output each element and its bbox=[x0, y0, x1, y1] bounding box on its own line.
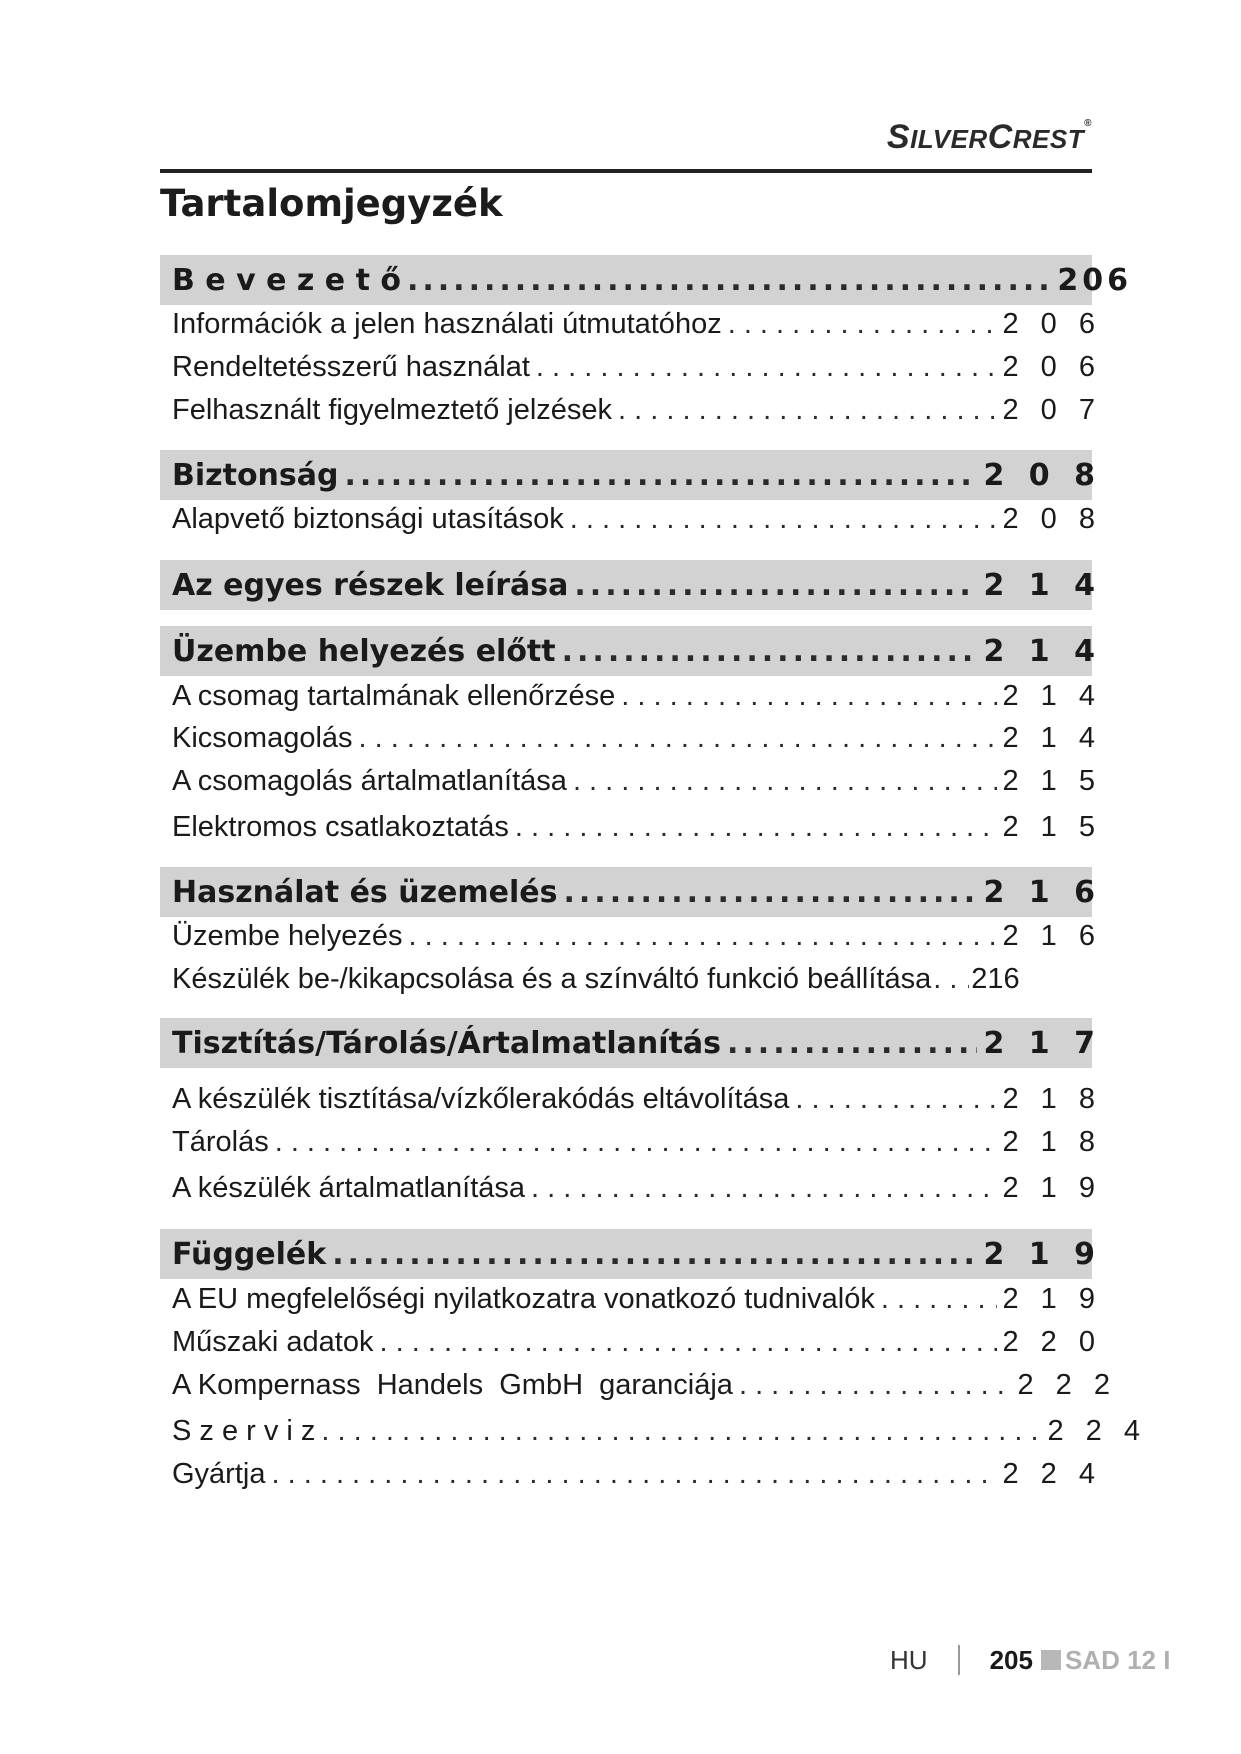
language-code: HU bbox=[890, 1644, 928, 1675]
toc-item[interactable]: Információk a jelen használati útmutatóhoz . . . 2 0 6 bbox=[172, 308, 1102, 348]
toc-item[interactable]: A csomagolás ártalmatlanítása . . . 2 1 5 bbox=[172, 765, 1102, 805]
toc-section-cleaning[interactable]: Tisztítás/Tárolás/Ártalmatlanítás ..... 2 1 7 bbox=[172, 1018, 1102, 1068]
page-number: 205 bbox=[989, 1644, 1033, 1675]
toc-item[interactable]: Műszaki adatok . . . 2 2 0 bbox=[172, 1326, 1102, 1366]
toc-item[interactable]: Üzembe helyezés . . . 2 1 6 bbox=[172, 920, 1102, 960]
toc-item[interactable]: Gyártja . . . 2 2 4 bbox=[172, 1458, 1102, 1498]
toc-item[interactable]: A EU megfelelőségi nyilatkozatra vonatkozó tudnivalók . . . 2 1 9 bbox=[172, 1283, 1102, 1323]
toc-item[interactable]: A készülék tisztítása/vízkőlerakódás eltávolítása . . . 2 1 8 bbox=[172, 1083, 1102, 1123]
square-marker-icon bbox=[1041, 1650, 1061, 1670]
toc-section-before-use[interactable]: Üzembe helyezés előtt ..... 2 1 4 bbox=[172, 626, 1102, 676]
toc-section-introduction[interactable]: B e v e z e t ő ..... 206 bbox=[172, 255, 1132, 305]
toc-item[interactable]: Rendeltetésszerű használat . . . 2 0 6 bbox=[172, 351, 1102, 391]
page-title: Tartalomjegyzék bbox=[160, 182, 503, 225]
toc-item[interactable]: Készülék be-/kikapcsolása és a színváltó funkció beállítása . . . 216 bbox=[172, 963, 1072, 1003]
toc-item[interactable]: A Kompernass Handels GmbH garanciája . . . 2 2 2 bbox=[172, 1369, 1117, 1409]
header-rule bbox=[160, 169, 1092, 173]
toc-section-appendix[interactable]: Függelék ..... 2 1 9 bbox=[172, 1229, 1102, 1279]
toc-section-operation[interactable]: Használat és üzemelés ..... 2 1 6 bbox=[172, 867, 1102, 917]
toc-item[interactable]: Tárolás . . . 2 1 8 bbox=[172, 1126, 1102, 1166]
page-footer bbox=[890, 1640, 1170, 1680]
toc-section-parts[interactable]: Az egyes részek leírása ..... 2 1 4 bbox=[172, 560, 1102, 610]
toc-item[interactable]: Elektromos csatlakoztatás . . . 2 1 5 bbox=[172, 811, 1102, 851]
toc-item[interactable]: A csomag tartalmának ellenőrzése . . . 2 1 4 bbox=[172, 680, 1102, 720]
toc-item[interactable]: Alapvető biztonsági utasítások . . . 2 0 8 bbox=[172, 503, 1102, 543]
footer-divider bbox=[958, 1645, 960, 1675]
silvercrest-logo: SILVERCREST® bbox=[886, 118, 1092, 156]
toc-section-safety[interactable]: Biztonság ..... 2 0 8 bbox=[172, 450, 1102, 500]
toc-item[interactable]: S z e r v i z . . . 2 2 4 bbox=[172, 1415, 1147, 1455]
toc-item[interactable]: Kicsomagolás . . . 2 1 4 bbox=[172, 722, 1102, 762]
toc-item[interactable]: Felhasznált figyelmeztető jelzések . . . 2 0 7 bbox=[172, 394, 1102, 434]
toc-item[interactable]: A készülék ártalmatlanítása . . . 2 1 9 bbox=[172, 1172, 1102, 1212]
model-number: SAD 12 I bbox=[1064, 1644, 1171, 1675]
